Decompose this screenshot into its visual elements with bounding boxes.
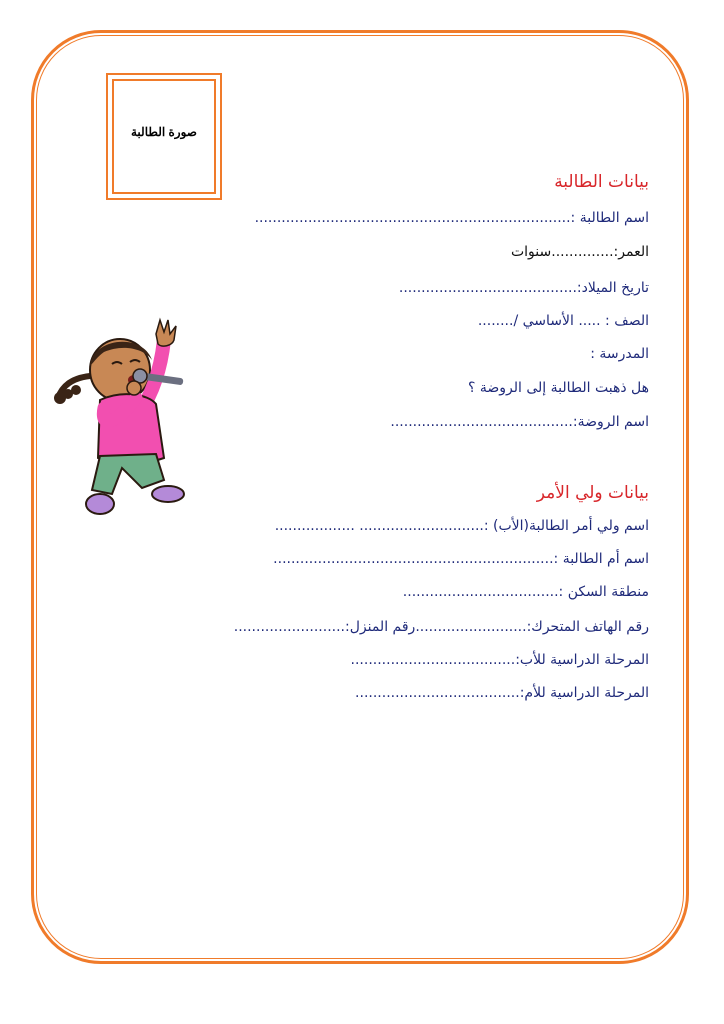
student-photo-box xyxy=(106,73,222,200)
grade-field: الصف : ..... الأساسي /........ xyxy=(477,313,649,329)
residence-field: منطقة السكن :................................... xyxy=(402,584,649,600)
girl-singing-illustration xyxy=(52,308,197,526)
kindergarten-name-field: اسم الروضة:......................................... xyxy=(390,414,649,430)
mother-name-field: اسم أم الطالبة :............................................................... xyxy=(273,551,649,567)
guardian-name-field: اسم ولي أمر الطالبة(الأب) :............................ .................. xyxy=(274,518,649,534)
student-name-field: اسم الطالبة :....................................................................... xyxy=(254,210,649,226)
guardian-section-heading: بيانات ولي الأمر xyxy=(536,483,649,503)
mother-education-field: المرحلة الدراسية للأم:..................................... xyxy=(355,685,649,701)
student-section-heading: بيانات الطالبة xyxy=(554,172,649,192)
birth-date-field: تاريخ الميلاد:........................................ xyxy=(398,280,649,296)
kindergarten-question: هل ذهبت الطالبة إلى الروضة ؟ xyxy=(467,380,649,396)
phones-field: رقم الهاتف المتحرك:.........................رقم المنزل:......................... xyxy=(233,619,649,635)
photo-label: صورة الطالبة xyxy=(130,124,197,139)
student-photo-box-inner xyxy=(112,79,216,194)
father-education-field: المرحلة الدراسية للأب:..................................... xyxy=(350,652,649,668)
school-field: المدرسة : xyxy=(590,346,649,362)
age-field: العمر:..............سنوات xyxy=(510,244,649,260)
